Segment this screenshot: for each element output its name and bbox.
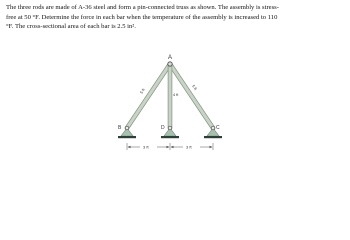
point-label-c: C bbox=[216, 125, 220, 131]
pin-a bbox=[168, 62, 172, 66]
problem-line-1: The three rods are made of A-36 steel and form a pin-connected truss as shown. The assembly is stress- bbox=[6, 4, 279, 11]
truss-diagram bbox=[104, 50, 244, 157]
problem-statement bbox=[6, 3, 344, 32]
dimension-left-span: 3 ft bbox=[143, 144, 149, 150]
point-label-d: D bbox=[161, 125, 165, 131]
dimension-right-span: 3 ft bbox=[186, 144, 192, 150]
dimension-center-bar: 4 ft bbox=[173, 93, 179, 97]
problem-line-3: °F. The cross-sectional area of each bar is 2.5 in². bbox=[6, 23, 136, 31]
dimension-right-bar: 5 ft bbox=[191, 84, 198, 91]
dimension-left-bar: 5 ft bbox=[139, 87, 146, 95]
span-dimension-line bbox=[127, 143, 213, 150]
problem-line-2: free at 50 °F. Determine the force in each bar when the temperature of the assembly is increased to 110 bbox=[6, 13, 278, 21]
point-label-b: B bbox=[118, 125, 122, 131]
point-label-a: A bbox=[168, 55, 173, 61]
truss-figure bbox=[104, 50, 244, 157]
bar-ab bbox=[127, 64, 170, 128]
